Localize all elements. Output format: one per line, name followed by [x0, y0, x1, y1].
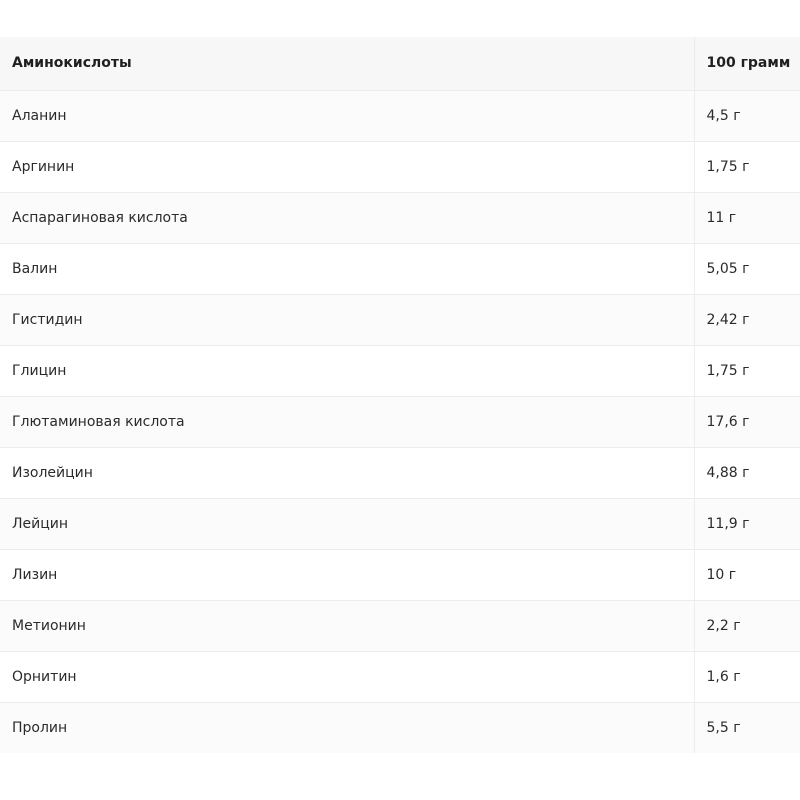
amino-acid-value-cell: 2,42 г — [694, 294, 800, 345]
amino-acid-name-cell: Валин — [0, 243, 694, 294]
amino-acid-value-cell: 5,05 г — [694, 243, 800, 294]
amino-acid-name-cell: Орнитин — [0, 651, 694, 702]
amino-acid-name-cell: Лизин — [0, 549, 694, 600]
amino-acid-value-cell: 10 г — [694, 549, 800, 600]
column-header-amino-acids: Аминокислоты — [0, 37, 694, 90]
table-row — [0, 447, 800, 498]
amino-acid-value-cell: 4,88 г — [694, 447, 800, 498]
amino-acid-value-cell: 1,6 г — [694, 651, 800, 702]
amino-acid-name-cell: Аспарагиновая кислота — [0, 192, 694, 243]
amino-acid-name-cell: Лейцин — [0, 498, 694, 549]
amino-acid-value-cell: 1,75 г — [694, 141, 800, 192]
amino-acid-name-cell: Пролин — [12, 719, 68, 736]
amino-acid-value-cell: 1,75 г — [694, 345, 800, 396]
table-row — [0, 90, 800, 141]
amino-acid-value-cell: 17,6 г — [694, 396, 800, 447]
table-row — [0, 243, 800, 294]
table-row — [0, 549, 800, 600]
table-row — [0, 498, 800, 549]
table-row — [0, 192, 800, 243]
table-row — [0, 345, 800, 396]
column-header-per-100g: 100 грамм — [694, 37, 800, 90]
table-row — [0, 651, 800, 702]
amino-acid-name-cell: Аланин — [0, 90, 694, 141]
table-row — [0, 600, 800, 651]
amino-acid-name-cell: Глицин — [0, 345, 694, 396]
amino-acid-name-cell: Аргинин — [0, 141, 694, 192]
amino-acid-name-cell: Метионин — [0, 600, 694, 651]
table-header-row — [0, 37, 800, 90]
table-body — [0, 90, 800, 753]
amino-acid-name-cell: Глютаминовая кислота — [0, 396, 694, 447]
table-row — [0, 141, 800, 192]
table-row — [0, 294, 800, 345]
amino-acid-name-cell: Изолейцин — [0, 447, 694, 498]
table-row — [0, 396, 800, 447]
amino-acid-value-cell: 5,5 г — [694, 702, 800, 753]
amino-acid-value-cell: 2,2 г — [694, 600, 800, 651]
amino-acid-value-cell: 11,9 г — [694, 498, 800, 549]
amino-acid-name-cell: Гистидин — [0, 294, 694, 345]
table-row — [0, 702, 800, 753]
amino-acid-table — [0, 37, 800, 753]
amino-acid-value-cell: 4,5 г — [694, 90, 800, 141]
amino-acid-value-cell: 11 г — [694, 192, 800, 243]
